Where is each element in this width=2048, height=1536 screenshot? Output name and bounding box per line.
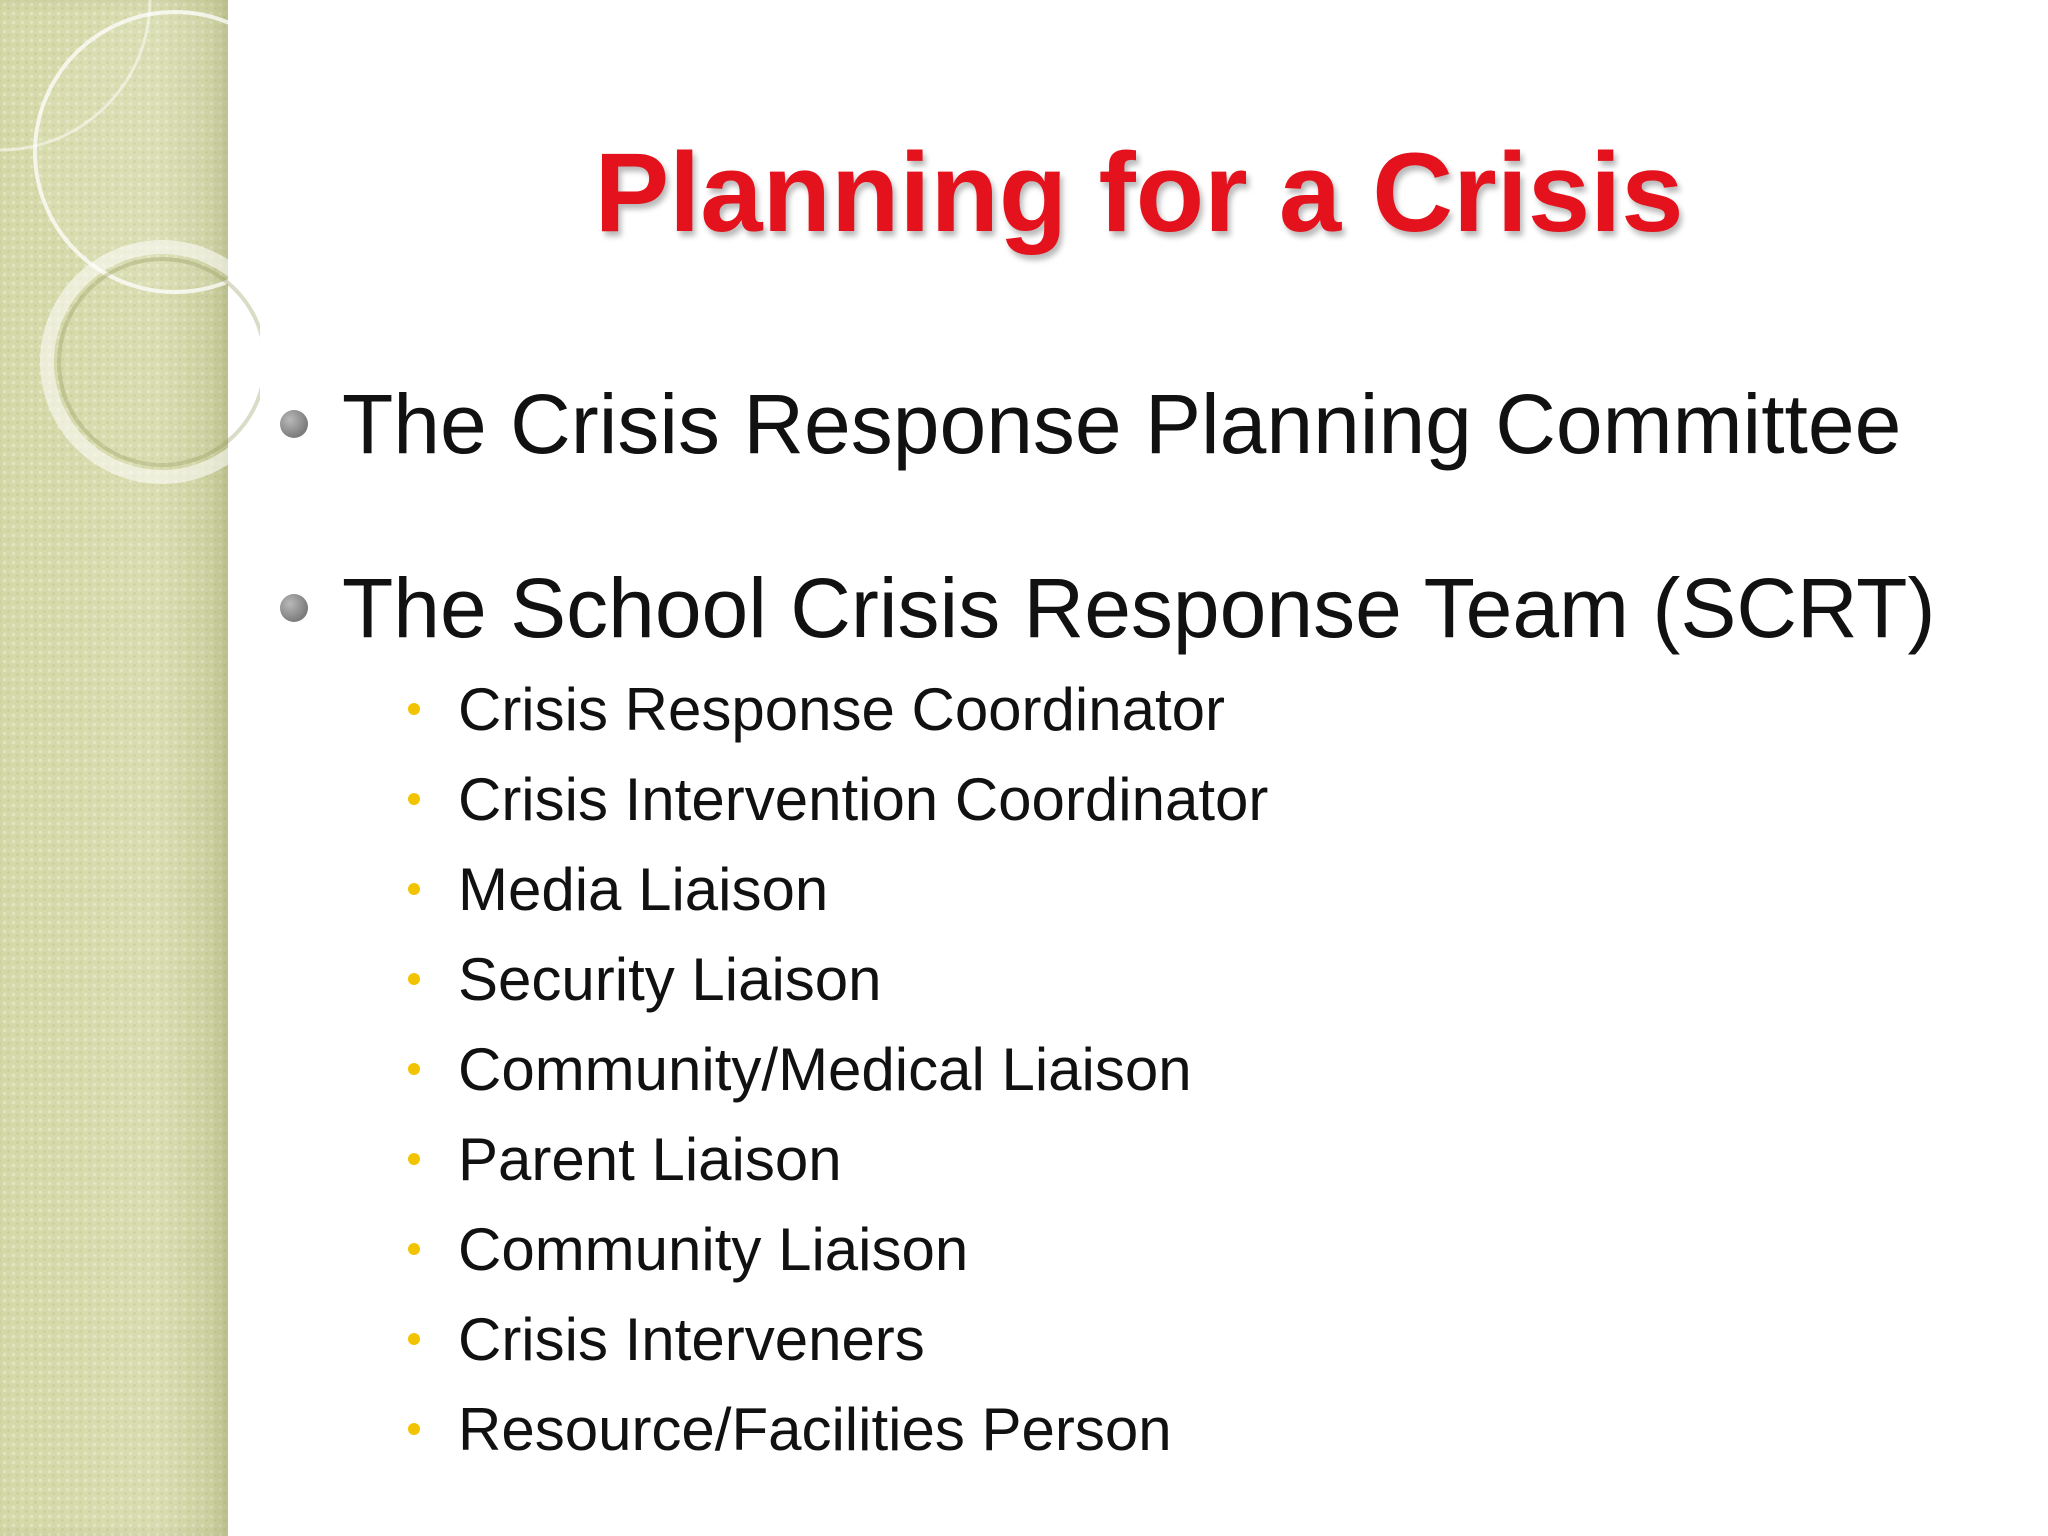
yellow-bullet-icon [408, 1243, 420, 1255]
sub-bullet-item [408, 764, 1268, 834]
bullet-item [280, 558, 1935, 658]
sub-bullet-text: Crisis Intervention Coordinator [458, 765, 1269, 833]
yellow-bullet-icon [408, 703, 420, 715]
gray-bullet-icon [280, 410, 308, 438]
sub-bullet-item [408, 1304, 925, 1374]
sub-bullet-text: Crisis Interveners [458, 1305, 925, 1373]
sub-bullet-item [408, 1034, 1192, 1104]
sub-bullet-text: Media Liaison [458, 855, 829, 923]
yellow-bullet-icon [408, 1153, 420, 1165]
sub-bullet-text: Community/Medical Liaison [458, 1035, 1192, 1103]
yellow-bullet-icon [408, 973, 420, 985]
sub-bullet-item [408, 1214, 968, 1284]
yellow-bullet-icon [408, 1423, 420, 1435]
slide-title: Planning for a Crisis [594, 130, 1684, 255]
sub-bullet-text: Parent Liaison [458, 1125, 842, 1193]
yellow-bullet-icon [408, 1333, 420, 1345]
sub-bullet-text: Community Liaison [458, 1215, 969, 1283]
yellow-bullet-icon [408, 793, 420, 805]
sub-bullet-item [408, 944, 882, 1014]
sub-bullet-text: Crisis Response Coordinator [458, 675, 1225, 743]
sub-bullet-item [408, 854, 828, 924]
gray-bullet-icon [280, 594, 308, 622]
sub-bullet-item [408, 1124, 842, 1194]
decorative-rings [0, 0, 260, 520]
sub-bullet-item [408, 674, 1225, 744]
sub-bullet-text: Security Liaison [458, 945, 882, 1013]
sub-bullet-item [408, 1394, 1172, 1464]
bullet-item [280, 374, 1901, 474]
yellow-bullet-icon [408, 1063, 420, 1075]
yellow-bullet-icon [408, 883, 420, 895]
bullet-text: The School Crisis Response Team (SCRT) [342, 560, 1936, 655]
bullet-text: The Crisis Response Planning Committee [342, 376, 1902, 471]
sub-bullet-text: Resource/Facilities Person [458, 1395, 1172, 1463]
